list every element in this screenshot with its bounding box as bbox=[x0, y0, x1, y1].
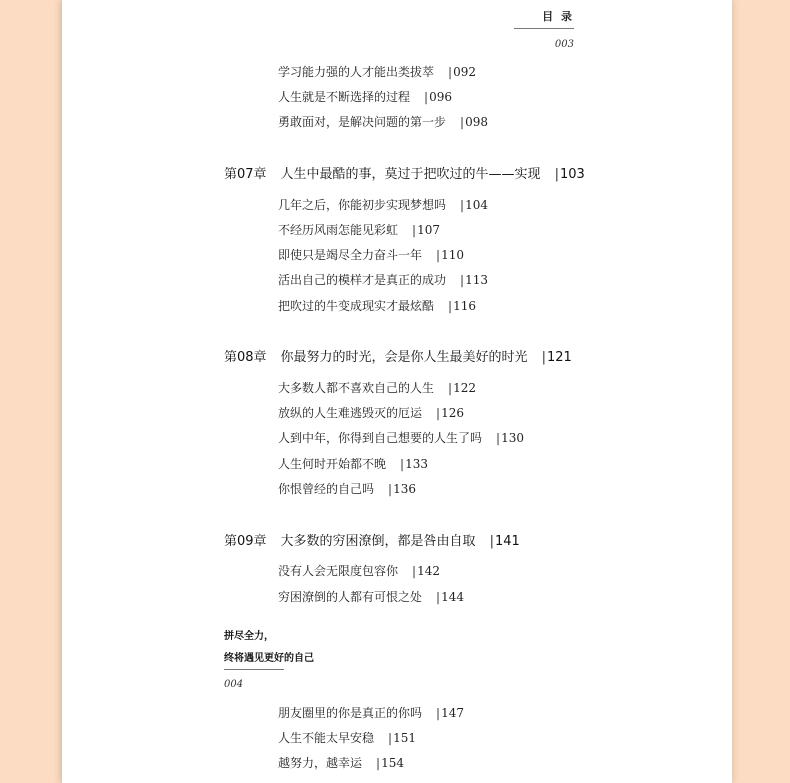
entry-title: 人生就是不断选择的过程 bbox=[278, 90, 411, 104]
entry-page: 107 bbox=[417, 223, 440, 237]
running-book-title-line1: 拼尽全力， bbox=[224, 631, 274, 642]
page-separator: | bbox=[388, 731, 393, 745]
entry-page: 110 bbox=[441, 248, 464, 262]
chapter-page: 103 bbox=[559, 167, 585, 182]
entry-title: 穷困潦倒的人都有可恨之处 bbox=[278, 590, 423, 604]
page-separator: | bbox=[400, 457, 405, 471]
page-separator: | bbox=[541, 350, 546, 365]
chapter-number: 第09章 bbox=[224, 534, 267, 549]
entry-title: 把吹过的牛变成现实才最炫酷 bbox=[278, 299, 435, 313]
toc-entry[interactable] bbox=[278, 588, 464, 605]
entry-title: 朋友圈里的你是真正的你吗 bbox=[278, 706, 423, 720]
page-number-bottom: 004 bbox=[224, 679, 244, 690]
chapter-heading[interactable] bbox=[224, 346, 572, 365]
page-separator: | bbox=[448, 65, 453, 79]
entry-title: 几年之后，你能初步实现梦想吗 bbox=[278, 198, 447, 212]
toc-entry[interactable] bbox=[278, 221, 440, 238]
toc-entry[interactable] bbox=[278, 729, 416, 746]
page-separator: | bbox=[436, 590, 441, 604]
page-separator: | bbox=[460, 198, 465, 212]
entry-page: 092 bbox=[453, 65, 476, 79]
entry-title: 人到中年，你得到自己想要的人生了吗 bbox=[278, 431, 483, 445]
entry-title: 没有人会无限度包容你 bbox=[278, 564, 399, 578]
toc-entry[interactable] bbox=[278, 704, 464, 721]
chapter-heading[interactable] bbox=[224, 530, 520, 549]
running-book-title-line2: 终将遇见更好的自己 bbox=[224, 653, 314, 664]
chapter-heading[interactable] bbox=[224, 163, 585, 182]
toc-entry[interactable] bbox=[278, 429, 524, 446]
book-page bbox=[62, 0, 732, 783]
header-rule bbox=[514, 28, 574, 29]
toc-entry[interactable] bbox=[278, 480, 416, 497]
page-separator: | bbox=[376, 756, 381, 770]
entry-page: 147 bbox=[441, 706, 464, 720]
toc-entry[interactable] bbox=[278, 246, 464, 263]
entry-title: 放纵的人生难逃毁灭的厄运 bbox=[278, 406, 423, 420]
entry-page: 116 bbox=[453, 299, 476, 313]
toc-entry[interactable] bbox=[278, 113, 488, 130]
toc-entry[interactable] bbox=[278, 754, 404, 771]
page-separator: | bbox=[448, 299, 453, 313]
entry-title: 活出自己的模样才是真正的成功 bbox=[278, 273, 447, 287]
running-header-title: 目 录 bbox=[542, 10, 574, 23]
page-separator: | bbox=[412, 223, 417, 237]
toc-entry[interactable] bbox=[278, 562, 440, 579]
chapter-title: 人生中最酷的事，莫过于把吹过的牛——实现 bbox=[280, 167, 541, 182]
entry-page: 133 bbox=[405, 457, 428, 471]
chapter-number: 第07章 bbox=[224, 167, 267, 182]
page-separator: | bbox=[554, 167, 559, 182]
toc-entry[interactable] bbox=[278, 455, 428, 472]
toc-entry[interactable] bbox=[278, 297, 476, 314]
toc-entry[interactable] bbox=[278, 88, 452, 105]
entry-title: 人生不能太早安稳 bbox=[278, 731, 375, 745]
page-number-top: 003 bbox=[554, 39, 574, 50]
page-separator: | bbox=[388, 482, 393, 496]
page-separator: | bbox=[460, 115, 465, 129]
page-separator: | bbox=[436, 248, 441, 262]
entry-page: 154 bbox=[381, 756, 404, 770]
entry-title: 人生何时开始都不晚 bbox=[278, 457, 387, 471]
entry-title: 勇敢面对，是解决问题的第一步 bbox=[278, 115, 447, 129]
entry-title: 越努力，越幸运 bbox=[278, 756, 363, 770]
page-separator: | bbox=[424, 90, 429, 104]
entry-page: 151 bbox=[393, 731, 416, 745]
entry-page: 096 bbox=[429, 90, 452, 104]
entry-page: 098 bbox=[465, 115, 488, 129]
toc-entry[interactable] bbox=[278, 271, 488, 288]
toc-entry[interactable] bbox=[278, 196, 488, 213]
page-separator: | bbox=[436, 706, 441, 720]
page-separator: | bbox=[436, 406, 441, 420]
entry-title: 即使只是竭尽全力奋斗一年 bbox=[278, 248, 423, 262]
entry-page: 126 bbox=[441, 406, 464, 420]
entry-page: 144 bbox=[441, 590, 464, 604]
entry-page: 136 bbox=[393, 482, 416, 496]
entry-page: 122 bbox=[453, 381, 476, 395]
chapter-page: 141 bbox=[494, 534, 520, 549]
chapter-number: 第08章 bbox=[224, 350, 267, 365]
footer-rule bbox=[224, 669, 284, 670]
page-separator: | bbox=[496, 431, 501, 445]
toc-entry[interactable] bbox=[278, 379, 476, 396]
toc-entry[interactable] bbox=[278, 63, 476, 80]
entry-title: 学习能力强的人才能出类拔萃 bbox=[278, 65, 435, 79]
chapter-title: 你最努力的时光，会是你人生最美好的时光 bbox=[280, 350, 528, 365]
entry-title: 大多数人都不喜欢自己的人生 bbox=[278, 381, 435, 395]
page-separator: | bbox=[460, 273, 465, 287]
toc-entry[interactable] bbox=[278, 404, 464, 421]
entry-page: 104 bbox=[465, 198, 488, 212]
entry-page: 142 bbox=[417, 564, 440, 578]
entry-title: 不经历风雨怎能见彩虹 bbox=[278, 223, 399, 237]
page-separator: | bbox=[448, 381, 453, 395]
page-separator: | bbox=[489, 534, 494, 549]
chapter-page: 121 bbox=[546, 350, 572, 365]
chapter-title: 大多数的穷困潦倒，都是咎由自取 bbox=[280, 534, 476, 549]
entry-title: 你恨曾经的自己吗 bbox=[278, 482, 375, 496]
entry-page: 113 bbox=[465, 273, 488, 287]
entry-page: 130 bbox=[501, 431, 524, 445]
page-separator: | bbox=[412, 564, 417, 578]
